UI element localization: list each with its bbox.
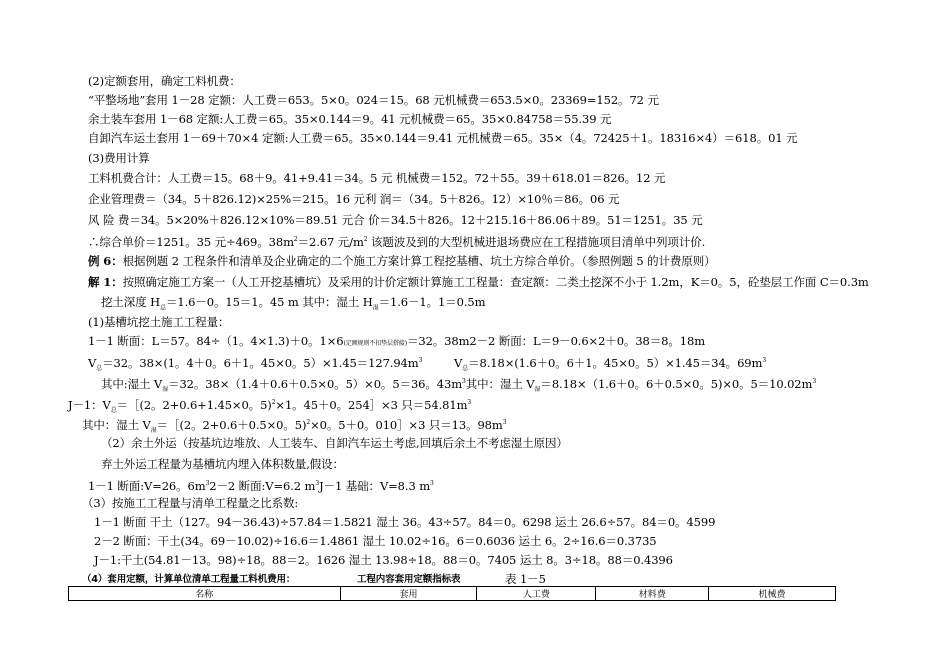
superscript: 2 (293, 236, 298, 243)
superscript: 3 (315, 480, 320, 487)
superscript: 3 (430, 480, 434, 487)
text: ＝［(2。2+0.6+1.45×0。5) (116, 397, 272, 412)
superscript: 3 (462, 378, 466, 385)
superscript: 2 (271, 399, 276, 406)
text-line: 企业管理费＝（34。5＋826.12)×25%＝215。16 元利 润＝（34。5＋826。12）×10％＝86。06 元 (88, 192, 620, 206)
text-line (68, 396, 471, 418)
text-line: “平整场地”套用 1－28 定额：人工费＝653。5×0。024＝15。68 元机械费＝653.5×0。23369=152。72 元 (88, 93, 659, 107)
subscript: 湿 (162, 386, 169, 394)
quota-table (68, 586, 836, 601)
text: ＝8.18×(1.6＋0。6＋1。45×0。5）×1.45＝34。69m (468, 355, 763, 370)
text: 2－2 断面:V=6.2 m (209, 478, 316, 493)
section-quota-apply: (2)定额套用，确定工料机费： (88, 74, 241, 88)
example-6 (88, 254, 716, 268)
text-line: 工料机费合计：人工费＝15。68＋9。41+9.41＝34。5 元 机械费＝152。72＋55。39＋618.01＝826。12 元 (88, 171, 666, 185)
text: ＝1.6－0。15＝1。45 m 其中：湿土 H (166, 295, 373, 309)
superscript: 3 (205, 480, 210, 487)
subscript: 总 (462, 365, 469, 373)
superscript: 2 (363, 236, 368, 243)
text-line: 风 险 费＝34。5×20%＋826.12×10%＝89.51 元合 价＝34.5＋826。12＋215.16＋86.06＋89。51＝1251。35 元 (88, 213, 703, 227)
text-line: 弃土外运工程量为基槽坑内埋入体积数量,假设： (101, 457, 344, 471)
text-line: 2－2 断面：干土(34。69－10.02)÷16.6＝1.4861 湿土 10.02÷16。6＝0.6036 运土 6。2÷16.6＝0.3735 (94, 534, 657, 548)
subscript: 总 (96, 365, 103, 373)
text: ∴综合单价＝1251。35 元÷469。38m (88, 234, 294, 249)
solution-label: 解 1： (88, 275, 123, 289)
text: ＝32。38m2－2 断面：L＝9－0.6×2＋0。38＝8。18m (406, 334, 706, 348)
text-line (88, 233, 705, 249)
text: 1－1 断面：L＝57。84÷（1。4×1.3)＋0。1×6 (88, 334, 344, 348)
table-number: 表 1－5 (505, 572, 546, 586)
text-line (82, 416, 506, 438)
text: 根据例题 2 工程条件和清单及企业确定的二个施工方案计算工程挖基槽、坑土方综合单价。（参照例题 5 的计费原则） (122, 254, 716, 268)
text: 其中：湿土 V (82, 417, 151, 432)
text-line: 余土装车套用 1－68 定额:人工费＝65。35×0.144＝9。41 元机械费＝65。35×0.84758＝55.39 元 (88, 112, 612, 126)
header-labor-cost: 人工费 (477, 587, 596, 601)
text: 1－1 断面:V=26。6m (88, 478, 206, 493)
header-applied: 套用 (340, 587, 477, 601)
small-note: (定额规则不扣垫层搭接) (343, 340, 407, 347)
section-spoil-transport: （2）余土外运（按基坑边堆放、人工装车、自卸汽车运土考虑,回填后余土不考虑湿土原因） (101, 436, 568, 450)
text: 挖土深度 H (101, 295, 161, 309)
subscript: 湿 (534, 386, 541, 394)
section-quota-table-intro: （4）套用定额，计算单位清单工程量工料机费用： (82, 574, 296, 585)
table-header-row (69, 587, 836, 601)
text-line (101, 295, 485, 315)
text: 其中:湿土 V (101, 376, 163, 391)
text: J－1：V (68, 397, 111, 412)
text: ×1。45＋0。254］×3 只＝54.81m (275, 397, 468, 412)
text: ＝1.6－1。1＝0.5m (378, 295, 486, 309)
text-line (88, 477, 434, 493)
text: ＝32。38×(1。4＋0。6＋1。45×0。5）×1.45＝127.94m (102, 355, 419, 370)
section-ratio: （3）按施工工程量与清单工程量之比系数: (82, 496, 299, 510)
text: ×0。5＋0。010］×3 只＝13。98m (310, 417, 503, 432)
superscript: 3 (467, 399, 472, 406)
header-name: 名称 (69, 587, 341, 601)
text-line (101, 375, 816, 397)
text: J－1 基础：V=8.3 m (319, 478, 431, 493)
subscript: 湿 (150, 427, 157, 435)
table-title: 工程内容套用定额指标表 (357, 574, 461, 585)
text: 其中：湿土 V (465, 376, 535, 391)
text-line: J－1:干土(54.81－13。98)÷18。88＝2。1626 湿土 13.98÷18。88＝0。7405 运土 8。3÷18。88＝0.4396 (94, 553, 673, 567)
subscript: 湿 (372, 304, 379, 312)
text: 按照确定施工方案一（人工开挖基槽坑）及采用的计价定额计算施工工程量：查定额：二类土挖深不小于 1.2m，K＝0。5，砼垫层工作面 C＝0.3m (122, 275, 869, 289)
text-line (88, 334, 705, 351)
subscript: 总 (110, 407, 117, 415)
text-line: 1－1 断面 干土（127。94－36.43)÷57.84＝1.5821 湿土 36。43÷57。84＝0。6298 运土 26.6÷57。84＝0。4599 (94, 515, 716, 529)
subscript: 总 (160, 304, 166, 312)
solution-1 (88, 275, 869, 289)
section-trench-volume: (1)基槽坑挖土施工工程量： (88, 315, 230, 329)
section-cost-calc: (3)费用计算 (88, 151, 150, 165)
text-line (454, 354, 766, 376)
text: 该题波及到的大型机械进退场费应在工程措施项目清单中列项计价. (367, 234, 706, 249)
text-line: 自卸汽车运土套用 1－69＋70×4 定额:人工费＝65。35×0.144＝9.41 元机械费＝65。35×（4。72425＋1。18316×4）＝618。01 元 (88, 131, 798, 145)
superscript: 3 (418, 357, 423, 364)
superscript: 2 (306, 419, 311, 426)
text: ＝2.67 元/m (297, 234, 364, 249)
header-material-cost: 材料费 (596, 587, 709, 601)
text: V (454, 355, 463, 370)
example-label: 例 6： (88, 254, 123, 268)
text: ＝32。38×（1.4＋0.6＋0.5×0。5）×0。5＝36。43m (168, 376, 463, 391)
text: V (88, 355, 97, 370)
text: ＝［(2。2+0.6＋0.5×0。5) (156, 417, 307, 432)
text: ＝8.18×（1.6＋0。6＋0.5×0。5)×0。5＝10.02m (540, 376, 813, 391)
header-machinery-cost: 机械费 (709, 587, 836, 601)
superscript: 3 (762, 357, 767, 364)
superscript: 3 (502, 419, 507, 426)
text-line (88, 354, 422, 376)
superscript: 3 (812, 378, 817, 385)
